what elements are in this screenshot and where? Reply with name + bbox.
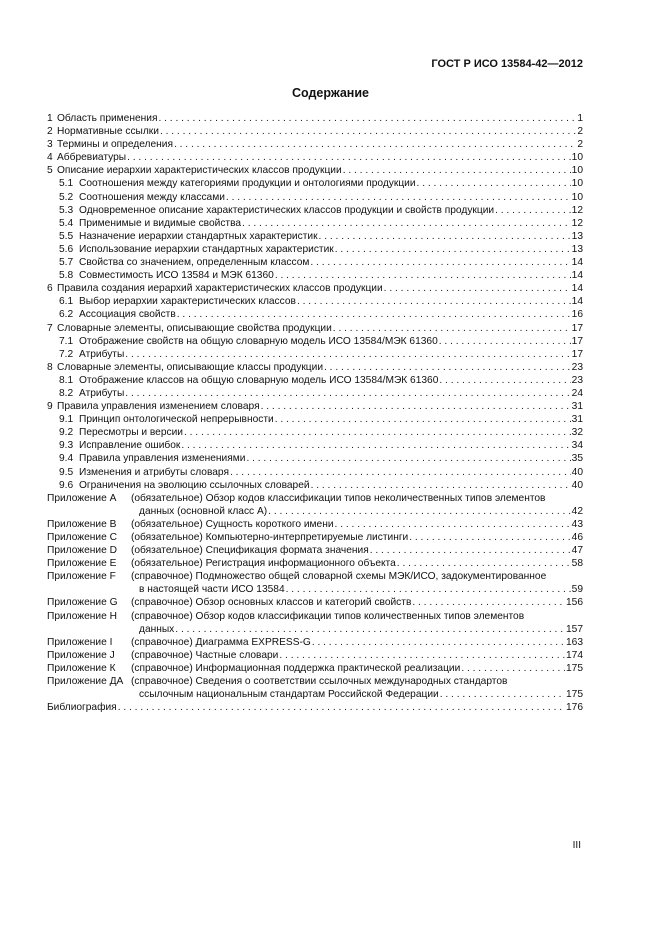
toc-entry[interactable]	[47, 387, 583, 400]
dot-leader	[312, 636, 565, 649]
toc-entry-page: 14	[571, 257, 583, 269]
dot-leader	[319, 230, 571, 243]
toc-entry-number: 7.1	[59, 335, 74, 347]
annex-line-text: ссылочным национальным стандартам Российской Федерации	[139, 689, 439, 701]
toc-annex-entry[interactable]	[47, 610, 583, 636]
dot-leader	[412, 596, 565, 609]
toc-entry-number: 6.1	[59, 296, 74, 308]
toc-entry-page: 10	[571, 178, 583, 190]
toc-entry-number: 8	[47, 361, 53, 373]
toc-entry-title: Ограничения на эволюцию ссылочных словарей	[79, 479, 310, 491]
toc-entry-page: 35	[571, 453, 583, 465]
toc-entry-title: Пересмотры и версии	[79, 427, 183, 439]
dot-leader	[181, 439, 570, 452]
annex-line	[131, 544, 583, 557]
toc-entry-page: 2	[577, 126, 583, 138]
toc-entry-page: 12	[571, 204, 583, 216]
toc-entry-title: Правила управления изменением словаря	[57, 401, 260, 413]
annex-line	[131, 492, 583, 505]
toc-bibliography[interactable]	[47, 701, 583, 714]
toc-entry-title: Использование иерархии стандартных характеристик	[79, 243, 334, 255]
toc-annex-entry[interactable]	[47, 662, 583, 675]
toc-entry-page: 23	[571, 361, 583, 373]
toc-entry-number: 5.1	[59, 178, 74, 190]
annex-label: Приложение I	[47, 636, 113, 648]
toc-entry-page: 17	[571, 348, 583, 360]
toc-entry-title: Исправление ошибок	[79, 440, 181, 452]
dot-leader	[275, 413, 571, 426]
toc-entry-page: 16	[571, 309, 583, 321]
toc-entry[interactable]	[47, 348, 583, 361]
toc-entry-title: Описание иерархии характеристических классов продукции	[57, 165, 342, 177]
toc-entry-page: 24	[571, 387, 583, 399]
dot-leader	[184, 426, 571, 439]
toc-entry-title: Библиография	[47, 702, 117, 714]
toc-entry-page: 42	[571, 505, 583, 517]
toc-annex-entry[interactable]	[47, 531, 583, 544]
toc-entry-page: 13	[571, 230, 583, 242]
dot-leader	[333, 322, 571, 335]
annex-line-text: (обязательное) Компьютерно-интерпретируемые листинги	[131, 532, 409, 543]
toc-entry-number: 5.2	[59, 191, 74, 203]
annex-line	[131, 557, 583, 570]
dot-leader	[335, 518, 571, 531]
toc-entry[interactable]	[47, 243, 583, 256]
toc-entry-title: Правила создания иерархий характеристических классов продукции	[57, 283, 383, 295]
toc-entry-title: Словарные элементы, описывающие классы продукции	[57, 361, 324, 373]
annex-line-text: (справочное) Частные словари	[131, 649, 279, 661]
annex-line-text: (справочное) Информационная поддержка практической реализации	[131, 662, 461, 674]
dot-leader	[335, 243, 571, 256]
toc-entry-page: 174	[566, 649, 583, 661]
toc-entry-page: 2	[577, 139, 583, 151]
annex-label: Приложение F	[47, 571, 116, 583]
toc-entry-number: 2	[47, 126, 53, 138]
dot-leader	[174, 138, 576, 151]
annex-line	[131, 636, 583, 649]
toc-entry[interactable]	[47, 439, 583, 452]
dot-leader	[324, 361, 571, 374]
toc-entry-title: Атрибуты	[79, 387, 125, 399]
toc-annex-entry[interactable]	[47, 675, 583, 701]
toc-entry-page: 14	[571, 270, 583, 282]
toc-entry-page: 32	[571, 427, 583, 439]
annex-line-text: (справочное) Обзор кодов классификации типов количественных типов элементов	[131, 610, 525, 622]
annex-body	[131, 610, 583, 636]
dot-leader	[175, 623, 565, 636]
toc-entry-number: 3	[47, 139, 53, 151]
page-title: Содержание	[291, 86, 369, 100]
annex-line	[131, 583, 583, 596]
annex-body	[131, 596, 583, 609]
annex-body	[131, 531, 583, 544]
toc-entry[interactable]	[47, 269, 583, 282]
toc-entry[interactable]	[47, 361, 583, 374]
toc-entry-title: Применимые и видимые свойства	[79, 217, 242, 229]
toc-entry[interactable]	[47, 217, 583, 230]
dot-leader	[261, 400, 571, 413]
dot-leader	[118, 701, 565, 714]
toc-entry[interactable]	[47, 204, 583, 217]
page-number: III	[572, 840, 581, 851]
dot-leader	[297, 295, 571, 308]
annex-line	[131, 688, 583, 701]
toc-entry-page: 43	[571, 518, 583, 530]
toc-entry-title: Правила управления изменениями	[79, 453, 246, 465]
dot-leader	[461, 662, 565, 675]
annex-label: Приложение D	[47, 545, 117, 557]
dot-leader	[370, 544, 571, 557]
document-header: ГОСТ Р ИСО 13584-42—2012	[431, 58, 583, 70]
dot-leader	[397, 557, 571, 570]
toc-entry-page: 10	[571, 191, 583, 203]
annex-line-text: (справочное) Сведения о соответствии ссылочных международных стандартов	[131, 676, 508, 688]
toc-entry[interactable]	[47, 374, 583, 387]
annex-body	[131, 675, 583, 701]
dot-leader	[160, 125, 576, 138]
dot-leader	[177, 308, 571, 321]
dot-leader	[242, 217, 571, 230]
annex-label: Приложение В	[47, 518, 117, 530]
toc-entry-title: Совместимость ИСО 13584 и МЭК 61360	[79, 270, 274, 282]
annex-label: Приложение ДА	[47, 676, 124, 688]
toc-entry-page: 10	[571, 152, 583, 164]
toc-entry-page: 47	[571, 545, 583, 557]
dot-leader	[286, 583, 571, 596]
toc-annex-entry[interactable]	[47, 544, 583, 557]
toc-entry-number: 9.6	[59, 479, 74, 491]
toc-entry-title: Соотношения между категориями продукции и онтологиями продукции	[79, 178, 416, 190]
toc-entry-number: 5.8	[59, 270, 74, 282]
toc-entry-page: 14	[571, 296, 583, 308]
dot-leader	[495, 204, 571, 217]
toc-entry-page: 58	[571, 558, 583, 570]
toc-entry-page: 40	[571, 466, 583, 478]
dot-leader	[279, 649, 565, 662]
toc-entry[interactable]	[47, 230, 583, 243]
toc-annex-entry[interactable]	[47, 649, 583, 662]
dot-leader	[158, 112, 576, 125]
annex-line	[131, 570, 583, 583]
annex-label: Приложение G	[47, 597, 118, 609]
toc-annex-entry[interactable]	[47, 636, 583, 649]
toc-entry[interactable]	[47, 177, 583, 190]
dot-leader	[230, 466, 571, 479]
toc-entry-number: 5	[47, 165, 53, 177]
annex-line	[131, 623, 583, 636]
toc-entry[interactable]	[47, 308, 583, 321]
toc-entry-page: 1	[577, 113, 583, 124]
annex-body	[131, 557, 583, 570]
toc-entry-number: 9	[47, 401, 53, 413]
dot-leader	[440, 688, 565, 701]
annex-body	[131, 570, 583, 596]
toc-entry-title: Ассоциация свойств	[79, 309, 176, 321]
annex-body	[131, 662, 583, 675]
toc-entry-title: Атрибуты	[79, 348, 125, 360]
toc-entry-page: 175	[566, 662, 583, 674]
dot-leader	[310, 256, 570, 269]
annex-line-text: (обязательное) Обзор кодов классификации типов неколичественных типов элементов	[131, 492, 546, 504]
toc-entry-number: 5.6	[59, 243, 74, 255]
toc-entry[interactable]	[47, 335, 583, 348]
toc-entry[interactable]	[47, 191, 583, 204]
dot-leader	[311, 479, 571, 492]
toc-entry-page: 163	[566, 636, 583, 648]
toc-entry-page: 17	[571, 322, 583, 334]
dot-leader	[384, 282, 571, 295]
toc-entry-title: Назначение иерархии стандартных характеристик	[79, 230, 318, 242]
toc-entry-number: 9.3	[59, 440, 74, 452]
toc-entry-title: Свойства со значением, определенным классом	[79, 257, 310, 269]
annex-label: Приложение Е	[47, 558, 117, 570]
annex-label: Приложение J	[47, 649, 115, 661]
toc-entry-page: 59	[571, 584, 583, 596]
toc-entry-number: 5.5	[59, 230, 74, 242]
toc-entry-number: 4	[47, 152, 53, 164]
annex-line	[131, 505, 583, 518]
toc-entry[interactable]	[47, 164, 583, 177]
toc-entry-page: 157	[566, 623, 583, 635]
toc-entry-title: Одновременное описание характеристических классов продукции и свойств продукции	[79, 204, 495, 216]
toc-entry-page: 175	[566, 689, 583, 701]
annex-line-text: данных (основной класс А)	[139, 505, 268, 517]
toc-entry-page: 17	[571, 335, 583, 347]
toc-entry-page: 46	[571, 532, 583, 543]
annex-line-text: (справочное) Подмножество общей словарной схемы МЭК/ИСО, задокументированное	[131, 571, 547, 583]
toc-entry-number: 5.3	[59, 204, 74, 216]
toc-entry-title: Область применения	[57, 113, 158, 124]
toc-entry-number: 5.7	[59, 257, 74, 269]
toc-entry-page: 13	[571, 243, 583, 255]
annex-body	[131, 492, 583, 518]
dot-leader	[275, 269, 571, 282]
toc-entry-number: 1	[47, 113, 53, 124]
dot-leader	[439, 335, 571, 348]
toc-entry-page: 34	[571, 440, 583, 452]
toc-entry-title: Нормативные ссылки	[57, 126, 159, 138]
annex-label: Приложение С	[47, 532, 117, 543]
dot-leader	[226, 191, 571, 204]
toc-entry[interactable]	[47, 282, 583, 295]
toc-entry[interactable]	[47, 138, 583, 151]
toc-entry-page: 176	[566, 702, 583, 714]
dot-leader	[409, 531, 570, 544]
annex-line-text: (обязательное) Спецификация формата значения	[131, 545, 369, 557]
toc-entry[interactable]	[47, 452, 583, 465]
annex-label: Приложение Н	[47, 610, 117, 622]
dot-leader	[246, 452, 570, 465]
toc-annex-entry[interactable]	[47, 570, 583, 596]
toc-entry-page: 10	[571, 165, 583, 177]
toc-entry[interactable]	[47, 151, 583, 164]
dot-leader	[343, 164, 571, 177]
toc-entry-number: 7	[47, 322, 53, 334]
toc-entry-number: 9.1	[59, 414, 74, 426]
annex-body	[131, 636, 583, 649]
annex-label: Приложение К	[47, 662, 116, 674]
toc-entry-number: 7.2	[59, 348, 74, 360]
toc-entry-title: Отображение классов на общую словарную модель ИСО 13584/МЭК 61360	[79, 374, 439, 386]
annex-line	[131, 675, 583, 688]
annex-line-text: (обязательное) Регистрация информационного объекта	[131, 558, 396, 570]
toc-entry[interactable]	[47, 426, 583, 439]
toc-entry-number: 6.2	[59, 309, 74, 321]
toc-entry-page: 12	[571, 217, 583, 229]
toc-entry-page: 31	[571, 414, 583, 426]
toc-entry[interactable]	[47, 256, 583, 269]
toc-entry-title: Словарные элементы, описывающие свойства продукции	[57, 322, 332, 334]
dot-leader	[125, 348, 570, 361]
toc-entry-title: Принцип онтологической непрерывности	[79, 414, 274, 426]
toc-entry[interactable]	[47, 112, 583, 125]
toc-annex-entry[interactable]	[47, 557, 583, 570]
dot-leader	[127, 151, 571, 164]
toc-entry-title: Изменения и атрибуты словаря	[79, 466, 229, 478]
toc-entry-title: Соотношения между классами	[79, 191, 225, 203]
toc-entry-title: Отображение свойств на общую словарную модель ИСО 13584/МЭК 61360	[79, 335, 438, 347]
toc-entry-page: 156	[566, 597, 583, 609]
toc-entry-title: Выбор иерархии характеристических классов	[79, 296, 296, 308]
annex-line	[131, 649, 583, 662]
annex-line-text: в настоящей части ИСО 13584	[139, 584, 285, 596]
toc-annex-entry[interactable]	[47, 492, 583, 518]
annex-line-text: (обязательное) Сущность короткого имени	[131, 518, 334, 530]
dot-leader	[417, 177, 571, 190]
toc-entry-number: 9.2	[59, 427, 74, 439]
toc-entry-number: 5.4	[59, 217, 74, 229]
toc-entry-title: Аббревиатуры	[57, 152, 127, 164]
annex-line	[131, 610, 583, 623]
annex-label: Приложение А	[47, 492, 117, 504]
toc-entry[interactable]	[47, 400, 583, 413]
toc-entry-number: 8.2	[59, 387, 74, 399]
annex-line-text: данных	[139, 623, 175, 635]
toc-entry[interactable]	[47, 479, 583, 492]
annex-line	[131, 662, 583, 675]
annex-body	[131, 544, 583, 557]
toc-entry-page: 31	[571, 401, 583, 413]
toc-entry[interactable]	[47, 125, 583, 138]
dot-leader	[268, 505, 570, 518]
toc-annex-entry[interactable]	[47, 518, 583, 531]
toc-entry-page: 14	[571, 283, 583, 295]
toc-annex-entry[interactable]	[47, 596, 583, 609]
toc-entry[interactable]	[47, 466, 583, 479]
table-of-contents	[47, 112, 583, 714]
toc-entry-number: 9.5	[59, 466, 74, 478]
annex-body	[131, 518, 583, 531]
annex-line	[131, 531, 583, 544]
annex-line-text: (справочное) Диаграмма EXPRESS-G	[131, 636, 311, 648]
toc-entry-number: 8.1	[59, 374, 74, 386]
toc-entry-number: 9.4	[59, 453, 74, 465]
dot-leader	[439, 374, 570, 387]
annex-line	[131, 518, 583, 531]
toc-entry-page: 40	[571, 479, 583, 491]
toc-entry-number: 6	[47, 283, 53, 295]
toc-entry-title: Термины и определения	[57, 139, 173, 151]
toc-entry[interactable]	[47, 413, 583, 426]
annex-line	[131, 596, 583, 609]
annex-line-text: (справочное) Обзор основных классов и категорий свойств	[131, 597, 412, 609]
toc-entry[interactable]	[47, 295, 583, 308]
annex-body	[131, 649, 583, 662]
toc-entry-page: 23	[571, 374, 583, 386]
toc-entry[interactable]	[47, 322, 583, 335]
dot-leader	[125, 387, 570, 400]
